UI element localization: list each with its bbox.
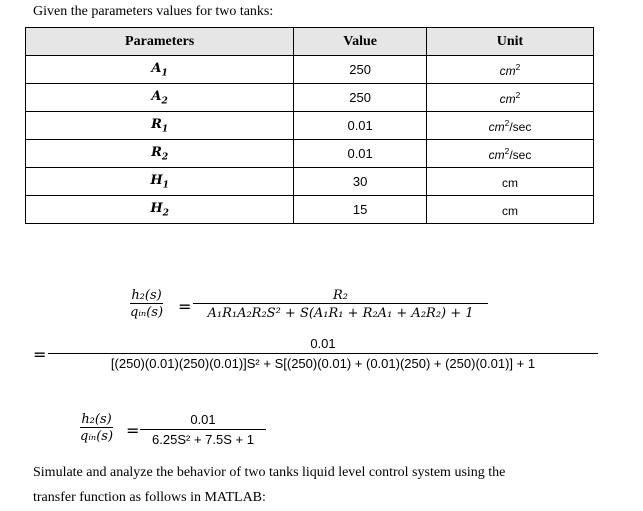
parameter-name: $H_1$: [26, 168, 294, 196]
table-row: [26, 140, 594, 168]
header-unit: Unit: [426, 28, 593, 56]
eq1-rhs-denominator: A₁R₁A₂R₂S² + S(A₁R₁ + R₂A₁ + A₂R₂) + 1: [193, 303, 488, 321]
parameter-name: $H_2$: [26, 196, 294, 224]
eq3-numerator: 0.01: [190, 412, 216, 427]
eq3-denominator: 6.25S² + 7.5S + 1: [140, 429, 266, 447]
table-row: [26, 56, 594, 84]
parameter-value: 0.01: [294, 112, 427, 140]
parameter-name: $A_1$: [26, 56, 294, 84]
eq1-lhs-denominator: qᵢₙ(s): [130, 305, 164, 320]
eq3-equals: =: [126, 421, 140, 440]
parameter-unit: cm: [426, 196, 593, 224]
eq1-rhs-numerator: R₂: [333, 288, 348, 303]
intro-text: Given the parameters values for two tanks:: [33, 4, 274, 19]
parameter-value: 15: [294, 196, 427, 224]
table-row: [26, 84, 594, 112]
parameter-name: $R_2$: [26, 140, 294, 168]
eq3-lhs-fraction: [80, 412, 113, 444]
table-header-row: [26, 28, 594, 56]
eq2-equals: =: [33, 345, 47, 364]
parameter-value: 0.01: [294, 140, 427, 168]
eq1-equals: =: [178, 297, 192, 316]
eq3-rhs-fraction: [140, 412, 266, 447]
parameter-name: $R_1$: [26, 112, 294, 140]
parameter-value: 250: [294, 56, 427, 84]
parameter-unit: cm: [426, 168, 593, 196]
parameters-table: [25, 27, 594, 224]
parameter-unit: $cm^2$: [426, 84, 593, 112]
header-parameters: Parameters: [26, 28, 294, 56]
table-row: [26, 168, 594, 196]
parameter-value: 250: [294, 84, 427, 112]
eq2-denominator: [(250)(0.01)(250)(0.01)]S² + S[(250)(0.01) + (0.01)(250) + (250)(0.01)] + 1: [48, 353, 598, 371]
parameter-unit: $cm^2/\sec$: [426, 140, 593, 168]
parameter-name: $A_2$: [26, 84, 294, 112]
eq1-lhs-fraction: [130, 288, 163, 320]
eq3-lhs-denominator: qᵢₙ(s): [80, 429, 114, 444]
parameter-unit: $cm^2/\sec$: [426, 112, 593, 140]
eq3-lhs-numerator: h₂(s): [81, 412, 112, 427]
bottom-text-line-2: transfer function as follows in MATLAB:: [33, 490, 266, 505]
eq2-numerator: 0.01: [310, 336, 336, 351]
table-row: [26, 196, 594, 224]
eq1-lhs-numerator: h₂(s): [131, 288, 162, 303]
bottom-text-line-1: Simulate and analyze the behavior of two tanks liquid level control system using the: [33, 465, 506, 480]
parameter-unit: $cm^2$: [426, 56, 593, 84]
parameter-value: 30: [294, 168, 427, 196]
table-row: [26, 112, 594, 140]
eq2-fraction: [48, 336, 598, 371]
header-value: Value: [294, 28, 427, 56]
eq1-rhs-fraction: [193, 288, 488, 321]
